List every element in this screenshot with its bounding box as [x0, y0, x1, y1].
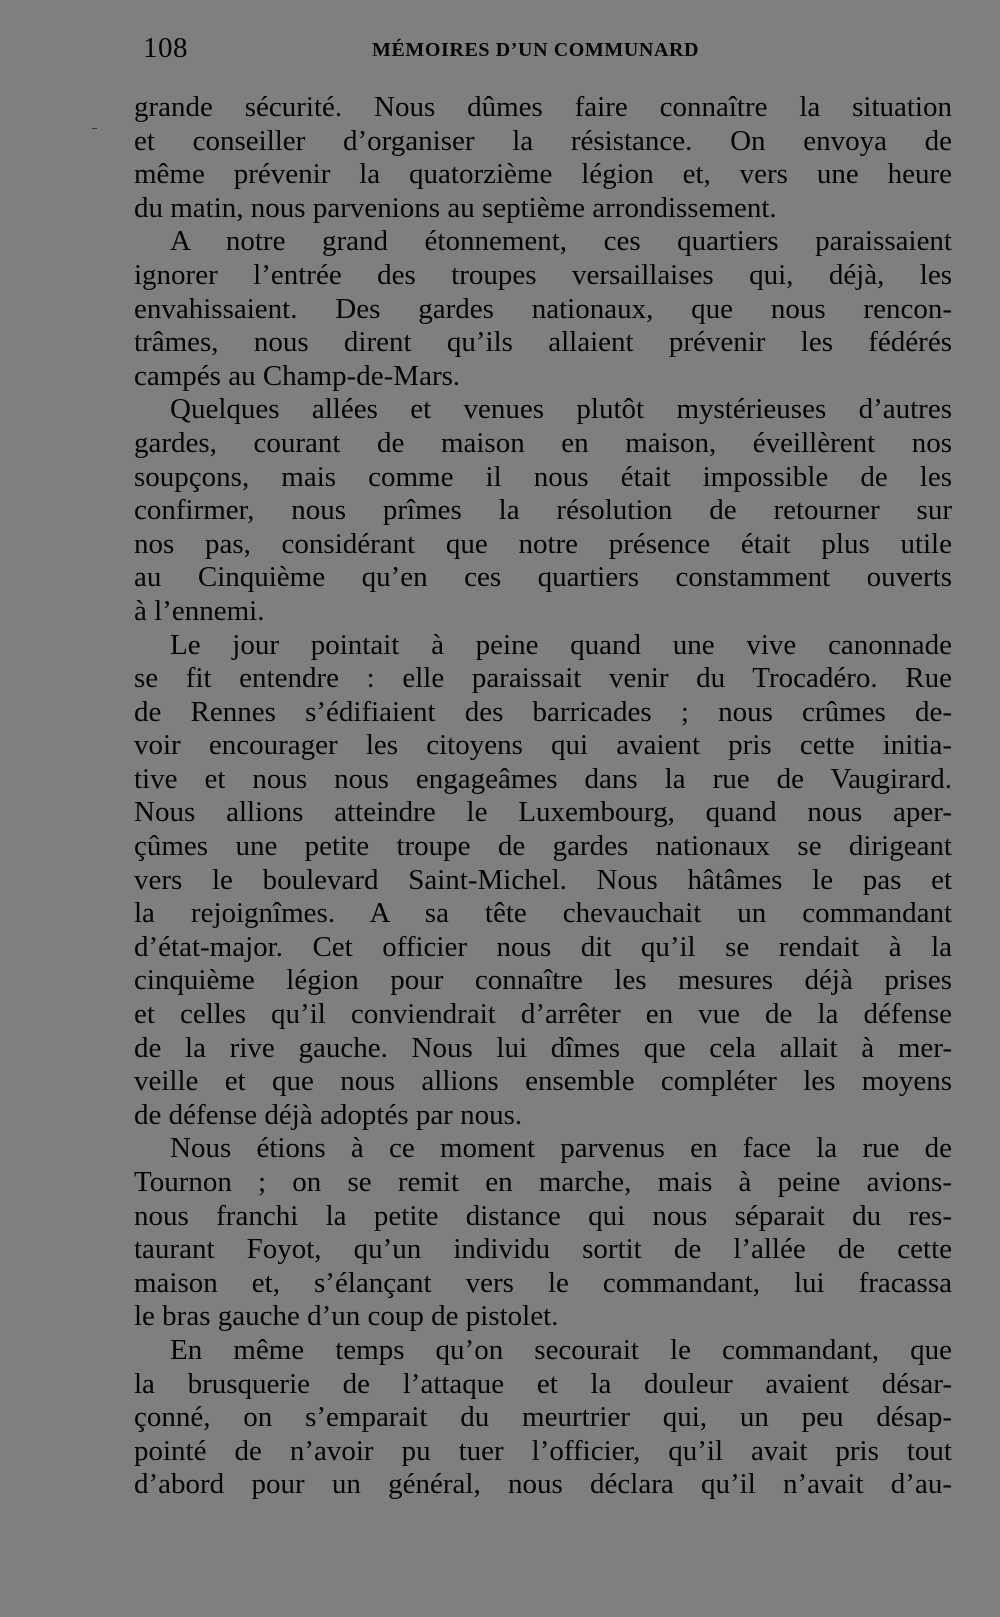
- text-line: la brusquerie de l’attaque et la douleur avaient désar-: [134, 1367, 952, 1400]
- text-line: Tournon ; on se remit en marche, mais à peine avions-: [134, 1166, 952, 1198]
- text-line: tive et nous nous engageâmes dans la rue de Vaugirard.: [134, 762, 952, 795]
- text-line: au Cinquième qu’en ces quartiers constamment ouverts: [134, 561, 952, 594]
- text-line: voir encourager les citoyens qui avaient pris cette initia-: [134, 729, 952, 762]
- text-line: de Rennes s’édifiaient des barricades ; nous crûmes de-: [134, 695, 952, 728]
- text-line: trâmes, nous dirent qu’ils allaient prévenir les fédérés: [134, 326, 952, 359]
- text-line: vers le boulevard Saint-Michel. Nous hâtâmes le pas et: [134, 863, 952, 896]
- text-line: confirmer, nous prîmes la résolution de retourner sur: [134, 494, 952, 527]
- text-line: se fit entendre : elle paraissait venir du Trocadéro. Rue: [134, 662, 952, 695]
- page-header: [140, 30, 950, 70]
- text-line: Le jour pointait à peine quand une vive canonnade: [170, 628, 952, 661]
- text-line: Nous allions atteindre le Luxembourg, quand nous aper-: [134, 796, 952, 829]
- text-line: du matin, nous parvenions au septième arrondissement.: [134, 191, 777, 224]
- text-line: grande sécurité. Nous dûmes faire connaître la situation: [134, 91, 952, 123]
- text-line: campés au Champ-de-Mars.: [134, 359, 461, 392]
- text-line: et celles qu’il conviendrait d’arrêter en vue de la défense: [134, 998, 952, 1031]
- text-line: çûmes une petite troupe de gardes nationaux se dirigeant: [134, 830, 952, 863]
- text-line: En même temps qu’on secourait le commandant, que: [170, 1333, 952, 1366]
- margin-mark: [92, 128, 97, 129]
- text-line: veille et que nous allions ensemble compléter les moyens: [134, 1065, 952, 1098]
- text-line: de défense déjà adoptés par nous.: [134, 1098, 523, 1131]
- text-line: pointé de n’avoir pu tuer l’officier, qu’il avait pris tout: [134, 1434, 952, 1467]
- text-line: çonné, on s’emparait du meurtrier qui, un peu désap-: [134, 1401, 952, 1434]
- text-line: soupçons, mais comme il nous était impossible de les: [134, 460, 952, 493]
- text-line: le bras gauche d’un coup de pistolet.: [134, 1300, 559, 1333]
- text-line: et conseiller d’organiser la résistance. On envoya de: [134, 124, 952, 157]
- text-line: maison et, s’élançant vers le commandant, lui fracassa: [134, 1266, 952, 1299]
- text-line: cinquième légion pour connaître les mesures déjà prises: [134, 964, 952, 997]
- text-line: de la rive gauche. Nous lui dîmes que cela allait à mer-: [134, 1031, 952, 1064]
- text-line: A notre grand étonnement, ces quartiers paraissaient: [170, 225, 952, 258]
- text-line: ignorer l’entrée des troupes versaillaises qui, déjà, les: [134, 258, 952, 291]
- text-line: nos pas, considérant que notre présence était plus utile: [134, 527, 952, 560]
- text-line: même prévenir la quatorzième légion et, vers une heure: [134, 158, 952, 191]
- text-line: à l’ennemi.: [134, 594, 265, 627]
- text-line: gardes, courant de maison en maison, éveillèrent nos: [134, 426, 952, 459]
- text-line: nous franchi la petite distance qui nous séparait du res-: [134, 1199, 952, 1232]
- text-line: la rejoignîmes. A sa tête chevauchait un commandant: [134, 897, 952, 930]
- text-line: d’abord pour un général, nous déclara qu’il n’avait d’au-: [134, 1468, 952, 1501]
- body-text: [134, 91, 952, 1502]
- running-title: MÉMOIRES D’UN COMMUNARD: [372, 39, 700, 61]
- text-line: Nous étions à ce moment parvenus en face la rue de: [170, 1132, 952, 1165]
- text-line: Quelques allées et venues plutôt mystérieuses d’autres: [170, 393, 952, 426]
- text-line: d’état-major. Cet officier nous dit qu’il se rendait à la: [134, 930, 952, 963]
- text-line: envahissaient. Des gardes nationaux, que nous rencon-: [134, 292, 952, 325]
- text-line: taurant Foyot, qu’un individu sortit de l’allée de cette: [134, 1233, 952, 1266]
- page-number: 108: [143, 32, 188, 64]
